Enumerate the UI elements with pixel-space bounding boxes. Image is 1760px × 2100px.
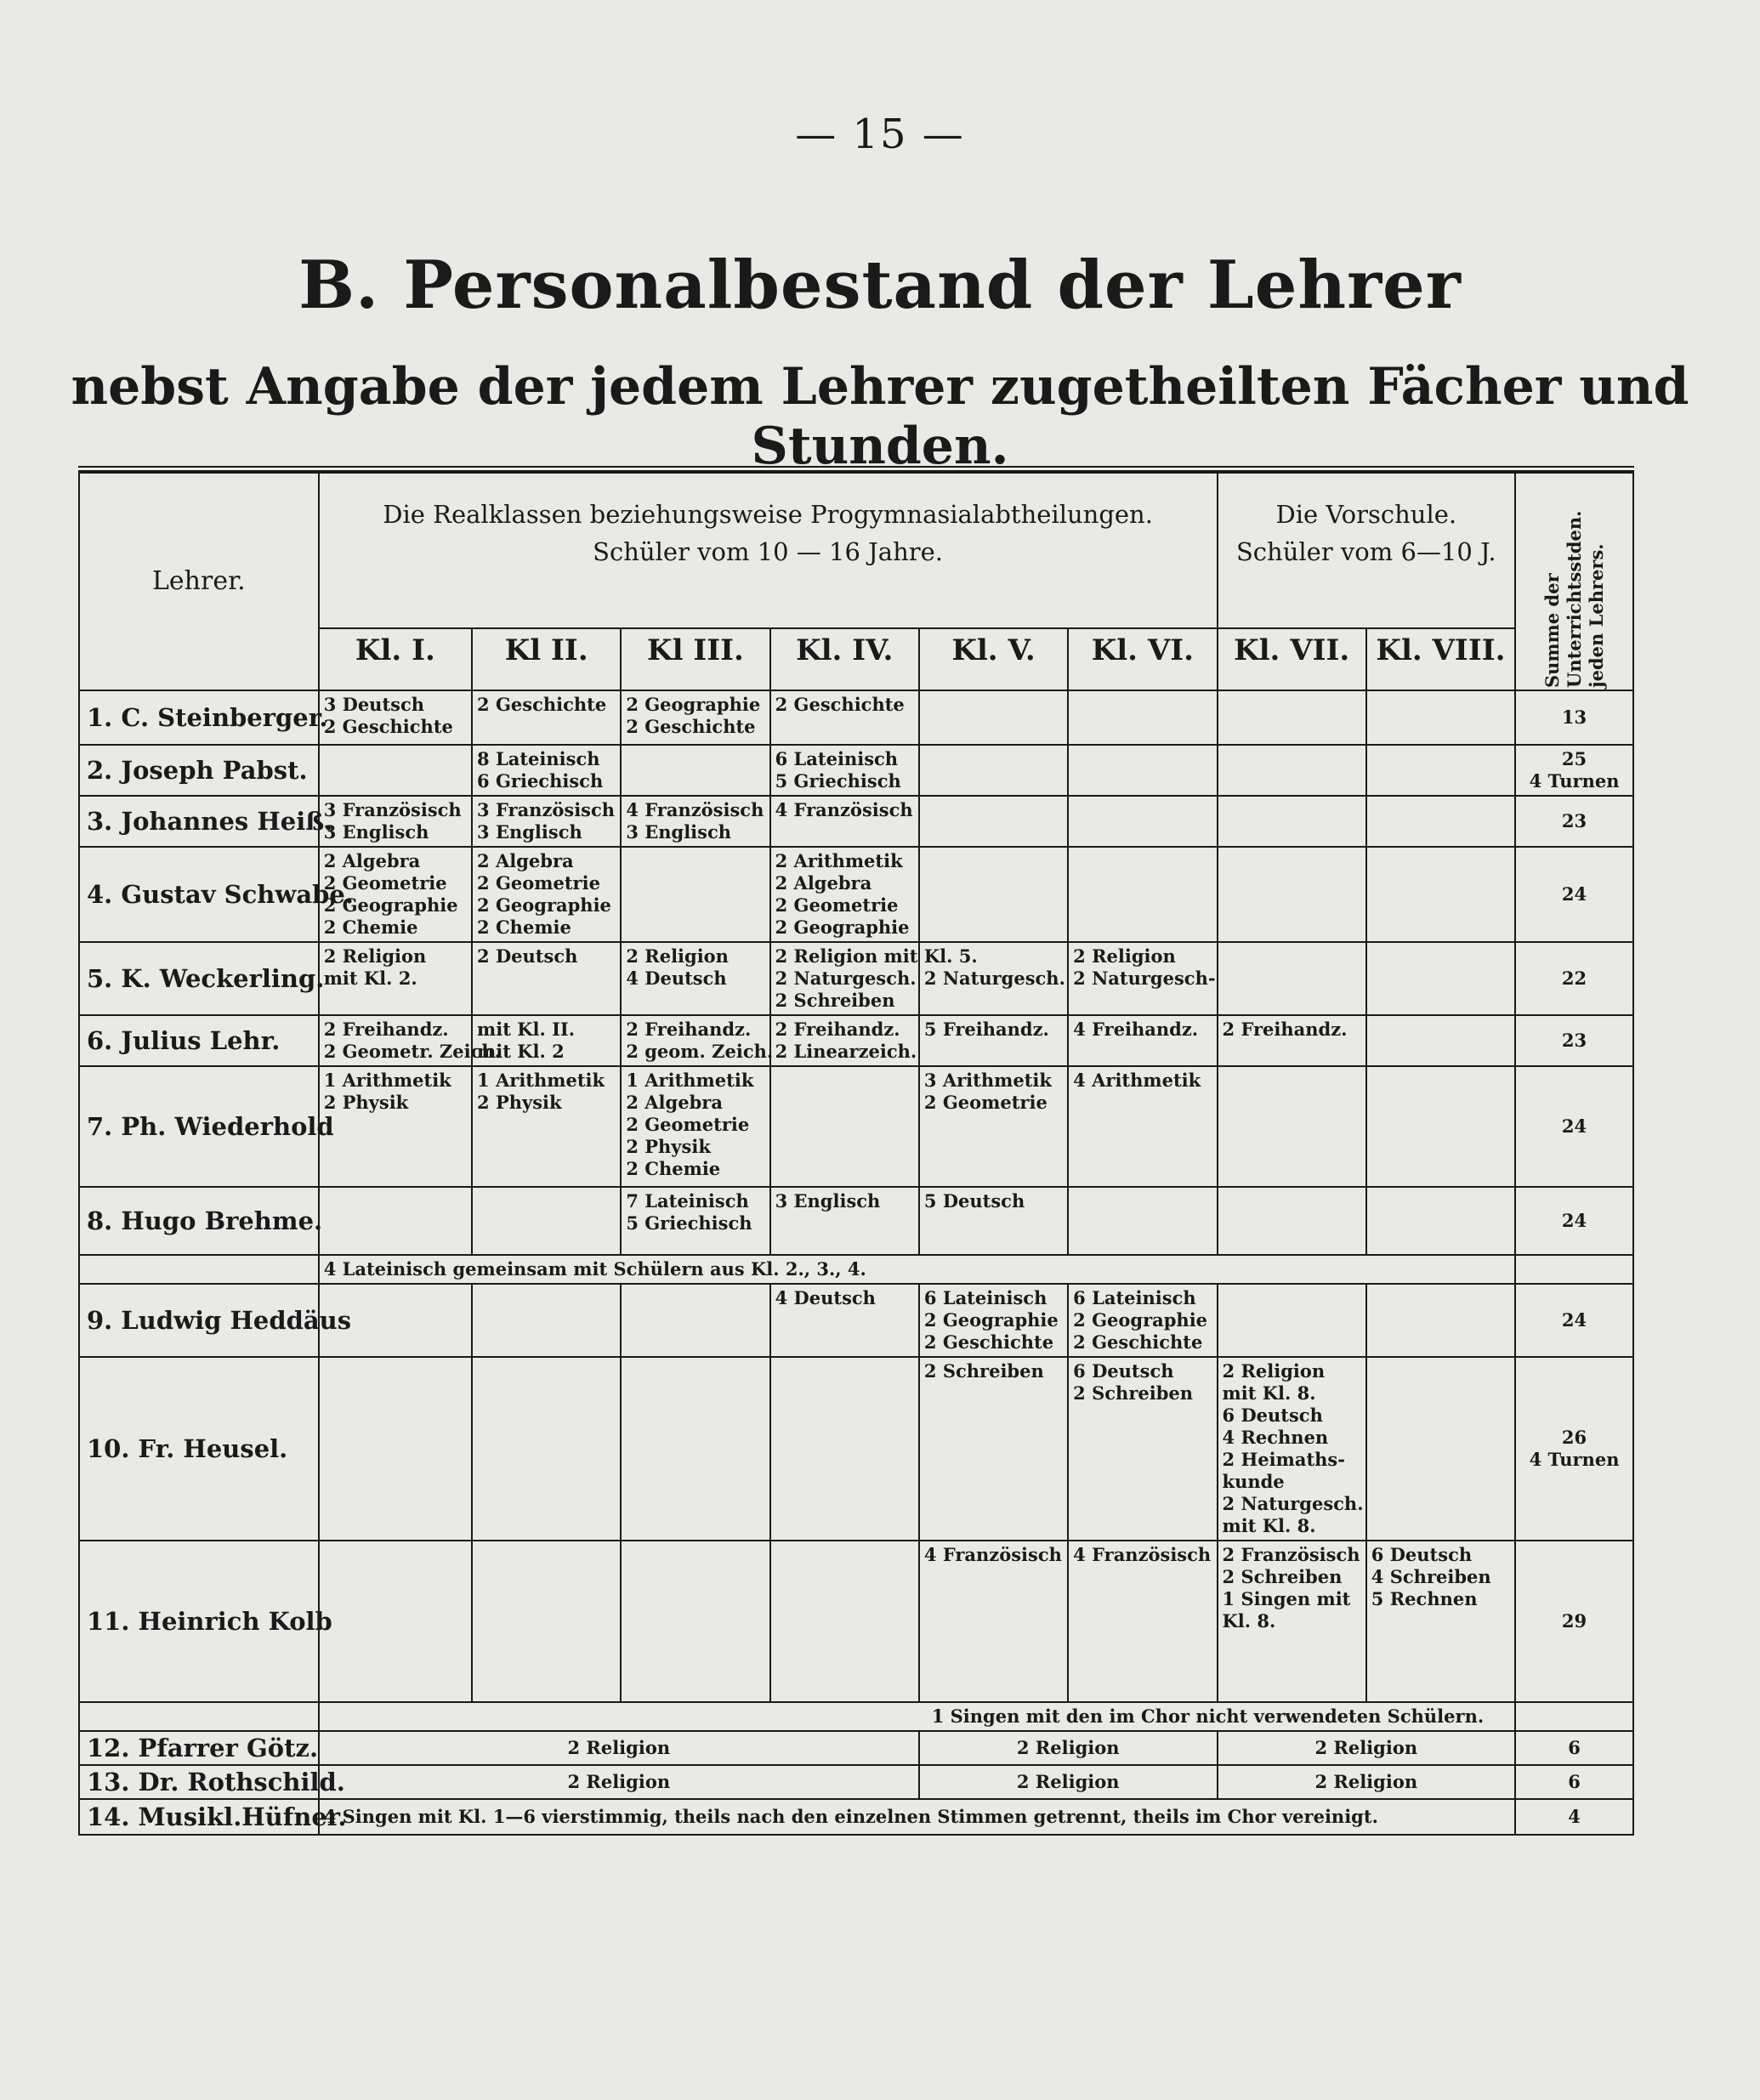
teacher-name: 12. Pfarrer Götz. [79,1731,319,1765]
subject-line: 2 Geometr. Zeich. [323,1041,501,1062]
header-class-7: Kl. VII. [1218,628,1366,690]
span-note: 4 Lateinisch gemeinsam mit Schülern aus Kl. 2., 3., 4. [319,1255,1515,1284]
subject-line: 2 Naturgesch. [775,968,917,989]
span-note-spacer [79,1702,319,1731]
subject-line: 2 Geometrie [775,894,899,916]
sum-line: 4 [1568,1806,1581,1827]
page-number: — 15 — [795,111,965,158]
subject-line: 6 Lateinisch [1073,1287,1196,1308]
class-cell-7 [1218,745,1366,796]
teacher-name: 11. Heinrich Kolb [79,1541,319,1702]
sum-line: 24 [1561,1115,1587,1137]
class-cell-6 [1068,1015,1217,1066]
sum-line: 4 Turnen [1529,770,1620,792]
subject-line: 2 Geographie [1073,1309,1208,1331]
subject-line: 2 Chemie [477,917,571,938]
class-cell-5 [919,1015,1068,1066]
class-cell-7 [1218,1015,1366,1066]
subject-line: 2 Religion [1073,945,1176,967]
class-cell-3 [621,1357,769,1541]
subject-line: 2 Geographie [626,694,761,715]
header-vorschule-line2: Schüler vom 6—10 J. [1235,537,1496,566]
class-cell-2 [472,942,621,1015]
sum-line: 6 [1568,1771,1581,1792]
subject-line: 2 Geschichte [1073,1331,1203,1353]
class-cell-5 [919,745,1068,796]
teacher-name: 8. Hugo Brehme. [79,1187,319,1255]
class-cell-2 [472,1015,621,1066]
class-cell-5 [919,1284,1068,1357]
class-cell-7 [1218,847,1366,942]
teacher-name: 2. Joseph Pabst. [79,745,319,796]
subject-line: 2 Freihandz. [626,1019,752,1040]
sum-line: 24 [1561,1309,1587,1331]
class-cell-8 [1366,796,1515,847]
class-cell-2 [472,690,621,745]
hours-sum [1515,1541,1633,1702]
teacher-name: 13. Dr. Rothschild. [79,1765,319,1799]
teacher-name: 10. Fr. Heusel. [79,1357,319,1541]
subject-line: 2 Algebra [323,850,421,871]
class-cell-6 [1068,847,1217,942]
subject-line: 2 Freihandz. [323,1019,449,1040]
class-cell-2 [472,1357,621,1541]
sum-line: 4 Turnen [1529,1449,1620,1470]
subject-line: 6 Deutsch [1371,1544,1473,1565]
sum-line: 23 [1561,1030,1587,1051]
table-row [79,1799,1633,1835]
religion-cell-middle: 2 Religion [919,1731,1218,1765]
class-cell-7 [1218,1066,1366,1187]
subject-line: 4 Französisch [626,799,764,820]
hours-sum [1515,690,1633,745]
table-row [79,1541,1633,1702]
class-cell-8 [1366,847,1515,942]
header-realklassen-line2: Schüler vom 10 — 16 Jahre. [593,537,944,566]
subject-line: 6 Lateinisch [923,1287,1047,1308]
class-cell-3 [621,690,769,745]
subject-line: 3 Englisch [775,1190,881,1212]
span-note: 1 Singen mit den im Chor nicht verwendeten Schülern. [319,1702,1515,1731]
class-cell-4 [770,1187,919,1255]
hours-sum [1515,847,1633,942]
class-cell-1 [319,1357,472,1541]
subject-line: mit Kl. II. [477,1019,576,1040]
subject-line: 2 geom. Zeich. [626,1041,774,1062]
subject-line: 1 Arithmetik [323,1070,451,1091]
subject-line: 3 Deutsch [323,694,425,715]
subject-line: mit Kl. 2. [323,968,417,989]
teacher-name: 1. C. Steinberger. [79,690,319,745]
hours-sum [1515,942,1633,1015]
sum-line: 6 [1568,1737,1581,1758]
subject-line: 4 Freihandz. [1073,1019,1199,1040]
sum-line: 24 [1561,883,1587,905]
span-note-sum-spacer [1515,1255,1633,1284]
subject-line: 2 Chemie [626,1158,721,1179]
hours-sum [1515,745,1633,796]
subject-line: 2 Physik [477,1092,562,1113]
subject-line: 2 Religion mit [775,945,918,967]
table-row [79,796,1633,847]
class-cell-6 [1068,796,1217,847]
class-cell-1 [319,942,472,1015]
class-cell-6 [1068,1284,1217,1357]
class-cell-7 [1218,1357,1366,1541]
subject-line: 6 Deutsch [1073,1360,1174,1382]
class-cell-7 [1218,796,1366,847]
subject-line: 2 Schreiben [1073,1382,1194,1404]
subject-line: 4 Französisch [1073,1544,1212,1565]
header-realklassen-line1: Die Realklassen beziehungsweise Progymnasialabtheilungen. [383,500,1153,529]
subject-line: 5 Griechisch [626,1212,752,1234]
class-cell-4 [770,1357,919,1541]
subject-line: 2 Heimaths- [1222,1449,1345,1470]
sum-line: 25 [1561,748,1587,769]
class-cell-1 [319,1541,472,1702]
teacher-name: 4. Gustav Schwabe. [79,847,319,942]
full-span-cell: 4 Singen mit Kl. 1—6 vierstimmig, theils nach den einzelnen Stimmen getrennt, theils im Chor vereinigt. [319,1799,1515,1835]
table-row [79,847,1633,942]
subject-line: 2 Algebra [626,1092,723,1113]
subject-line: 3 Arithmetik [923,1070,1052,1091]
class-cell-3 [621,745,769,796]
class-cell-6 [1068,690,1217,745]
class-cell-5 [919,942,1068,1015]
table-row [79,1765,1633,1799]
header-sum [1515,473,1633,690]
class-cell-2 [472,1187,621,1255]
subject-line: 2 Geometrie [477,872,600,894]
class-cell-3 [621,847,769,942]
subject-line: 2 Religion [626,945,729,967]
class-cell-1 [319,1187,472,1255]
class-cell-5 [919,1187,1068,1255]
subject-line: 2 Geographie [775,917,910,938]
class-cell-2 [472,1066,621,1187]
class-cell-6 [1068,1357,1217,1541]
class-cell-6 [1068,1541,1217,1702]
subject-line: 2 Naturgesch. [1222,1493,1364,1514]
subject-line: 2 Französisch [1222,1544,1360,1565]
subject-line: 2 Geschichte [477,694,607,715]
class-cell-4 [770,796,919,847]
subject-line: 2 Arithmetik [775,850,903,871]
header-vorschule [1218,473,1516,628]
class-cell-4 [770,847,919,942]
subject-line: 2 Geschichte [923,1331,1054,1353]
class-cell-1 [319,796,472,847]
subject-line: 4 Französisch [775,799,913,820]
class-cell-8 [1366,942,1515,1015]
sum-line: 23 [1561,810,1587,831]
class-cell-3 [621,1284,769,1357]
table-row [79,690,1633,745]
class-cell-8 [1366,1066,1515,1187]
subject-line: kunde [1222,1471,1285,1492]
subject-line: 2 Geometrie [626,1114,750,1135]
staff-table [78,472,1634,1836]
class-cell-6 [1068,942,1217,1015]
class-cell-1 [319,847,472,942]
class-cell-5 [919,690,1068,745]
class-cell-3 [621,1187,769,1255]
subject-line: 3 Englisch [626,821,732,843]
subject-line: 2 Schreiben [923,1360,1044,1382]
subject-line: 1 Arithmetik [477,1070,605,1091]
class-cell-8 [1366,1357,1515,1541]
class-cell-6 [1068,745,1217,796]
subject-line: mit Kl. 2 [477,1041,565,1062]
subject-line: 3 Englisch [477,821,582,843]
table-row [79,1284,1633,1357]
class-cell-8 [1366,1015,1515,1066]
subject-line: 2 Algebra [477,850,574,871]
subject-line: 2 Schreiben [1222,1566,1343,1587]
class-cell-3 [621,1015,774,1066]
subject-line: 2 Geographie [323,894,458,916]
religion-cell-upper: 2 Religion [319,1731,919,1765]
subject-line: 5 Freihandz. [923,1019,1049,1040]
subject-line: 2 Geometrie [923,1092,1047,1113]
subject-line: 2 Religion [323,945,427,967]
table-row [79,942,1633,1015]
subject-line: 2 Algebra [775,872,872,894]
religion-cell-upper: 2 Religion [319,1765,919,1799]
subject-line: 8 Lateinisch [477,748,600,769]
hours-sum [1515,1284,1633,1357]
subject-line: 2 Freihandz. [775,1019,900,1040]
class-cell-1 [319,1066,472,1187]
class-cell-5 [919,1357,1068,1541]
header-class-5: Kl. V. [919,628,1068,690]
sum-line: 13 [1561,707,1587,728]
class-cell-3 [621,796,769,847]
subject-line: 2 Geschichte [775,694,905,715]
class-cell-5 [919,796,1068,847]
hours-sum [1515,1066,1633,1187]
table-row [79,1187,1633,1255]
hours-sum [1515,1187,1633,1255]
class-cell-5 [919,1066,1068,1187]
header-class-3: Kl III. [621,628,769,690]
class-cell-2 [472,745,621,796]
subject-line: 6 Griechisch [477,770,604,792]
header-row-groups [79,473,1633,628]
subject-line: 2 Schreiben [775,990,895,1011]
subject-line: 2 Naturgesch- [1073,968,1216,989]
subject-line: 6 Deutsch [1222,1405,1323,1426]
subject-line: 6 Lateinisch [775,748,899,769]
header-class-8: Kl. VIII. [1366,628,1515,690]
subject-line: 4 Deutsch [775,1287,876,1308]
header-class-2: Kl II. [472,628,621,690]
teacher-name: 6. Julius Lehr. [79,1015,319,1066]
subject-line: 1 Arithmetik [626,1070,754,1091]
class-cell-7 [1218,690,1366,745]
table-row [79,745,1633,796]
subject-line: 4 Schreiben [1371,1566,1491,1587]
subject-line: 2 Geschichte [323,716,453,737]
hours-sum [1515,1357,1633,1541]
subject-line: 5 Rechnen [1371,1588,1478,1609]
subject-line: 2 Deutsch [477,945,578,967]
class-cell-3 [621,1066,769,1187]
subject-line: 5 Griechisch [775,770,901,792]
teacher-name: 9. Ludwig Heddäus [79,1284,319,1357]
subject-line: 2 Geographie [477,894,611,916]
class-cell-7 [1218,942,1366,1015]
subject-line: 3 Französisch [477,799,616,820]
table-row [79,1357,1633,1541]
class-cell-3 [621,1541,769,1702]
sum-line: 24 [1561,1210,1587,1231]
class-cell-8 [1366,1284,1515,1357]
class-cell-4 [770,1015,919,1066]
class-cell-4 [770,745,919,796]
subject-line: 2 Physik [626,1136,711,1157]
subject-line: 2 Physik [323,1092,409,1113]
subject-line: 2 Linearzeich. [775,1041,917,1062]
hours-sum [1515,1765,1633,1799]
table-row [79,1731,1633,1765]
page-title: B. Personalbestand der Lehrer [298,247,1462,324]
staff-table-wrapper [78,466,1634,1836]
span-note-sum-spacer [1515,1702,1633,1731]
subject-line: 4 Rechnen [1222,1427,1329,1448]
class-cell-2 [472,1284,621,1357]
religion-cell-vorschule: 2 Religion [1218,1731,1516,1765]
religion-cell-middle: 2 Religion [919,1765,1218,1799]
class-cell-5 [919,1541,1068,1702]
subject-line: 2 Geographie [923,1309,1059,1331]
class-cell-8 [1366,1187,1515,1255]
span-note-row [79,1255,1633,1284]
header-realklassen [319,473,1218,628]
subject-line: 4 Arithmetik [1073,1070,1201,1091]
header-vorschule-line1: Die Vorschule. [1275,500,1457,529]
class-cell-1 [319,690,472,745]
class-cell-8 [1366,690,1515,745]
span-note-row [79,1702,1633,1731]
class-cell-7 [1218,1187,1366,1255]
subject-line: 5 Deutsch [923,1190,1025,1212]
header-teacher: Lehrer. [79,473,319,690]
subject-line: 2 Naturgesch. [923,968,1065,989]
subject-line: 2 Freihandz. [1222,1019,1348,1040]
hours-sum [1515,1015,1633,1066]
subject-line: 7 Lateinisch [626,1190,749,1212]
class-cell-3 [621,942,769,1015]
subject-line: 2 Geschichte [626,716,756,737]
class-cell-8 [1366,1541,1515,1702]
class-cell-4 [770,1066,919,1187]
table-row [79,1066,1633,1187]
class-cell-7 [1218,1284,1366,1357]
teacher-name: 7. Ph. Wiederhold [79,1066,319,1187]
class-cell-8 [1366,745,1515,796]
subject-line: 3 Englisch [323,821,429,843]
sum-line: 29 [1561,1610,1587,1632]
span-note-spacer [79,1255,319,1284]
sum-line: 22 [1561,968,1587,989]
subject-line: 4 Französisch [923,1544,1062,1565]
subject-line: Kl. 8. [1222,1610,1276,1632]
subject-line: Kl. 5. [923,945,978,967]
teacher-name: 3. Johannes Heiß. [79,796,319,847]
header-sum-text: Summe der Unterrichtsstden. jeden Lehrers. [1541,510,1607,688]
class-cell-5 [919,847,1068,942]
class-cell-4 [770,942,919,1015]
class-cell-2 [472,796,621,847]
teacher-name: 5. K. Weckerling. [79,942,319,1015]
class-cell-2 [472,847,621,942]
subject-line: 2 Geometrie [323,872,447,894]
hours-sum [1515,1799,1633,1835]
class-cell-2 [472,1541,621,1702]
subject-line: 2 Chemie [323,917,418,938]
teacher-name: 14. Musikl.Hüfner. [79,1799,319,1835]
table-body [79,690,1633,1835]
subject-line: 2 Religion [1222,1360,1326,1382]
class-cell-7 [1218,1541,1366,1702]
header-class-6: Kl. VI. [1068,628,1217,690]
table-row [79,1015,1633,1066]
class-cell-1 [319,1015,501,1066]
subject-line: 4 Deutsch [626,968,727,989]
class-cell-6 [1068,1187,1217,1255]
subject-line: mit Kl. 8. [1222,1382,1316,1404]
hours-sum [1515,1731,1633,1765]
page-subtitle: nebst Angabe der jedem Lehrer zugetheilten Fächer und Stunden. [71,357,1689,476]
hours-sum [1515,796,1633,847]
subject-line: 3 Französisch [323,799,462,820]
class-cell-4 [770,1284,919,1357]
subject-line: 1 Singen mit [1222,1588,1351,1609]
subject-line: mit Kl. 8. [1222,1515,1316,1536]
class-cell-1 [319,745,472,796]
class-cell-4 [770,690,919,745]
class-cell-4 [770,1541,919,1702]
sum-line: 26 [1561,1427,1587,1448]
class-cell-6 [1068,1066,1217,1187]
header-class-1: Kl. I. [319,628,472,690]
header-class-4: Kl. IV. [770,628,919,690]
religion-cell-vorschule: 2 Religion [1218,1765,1516,1799]
